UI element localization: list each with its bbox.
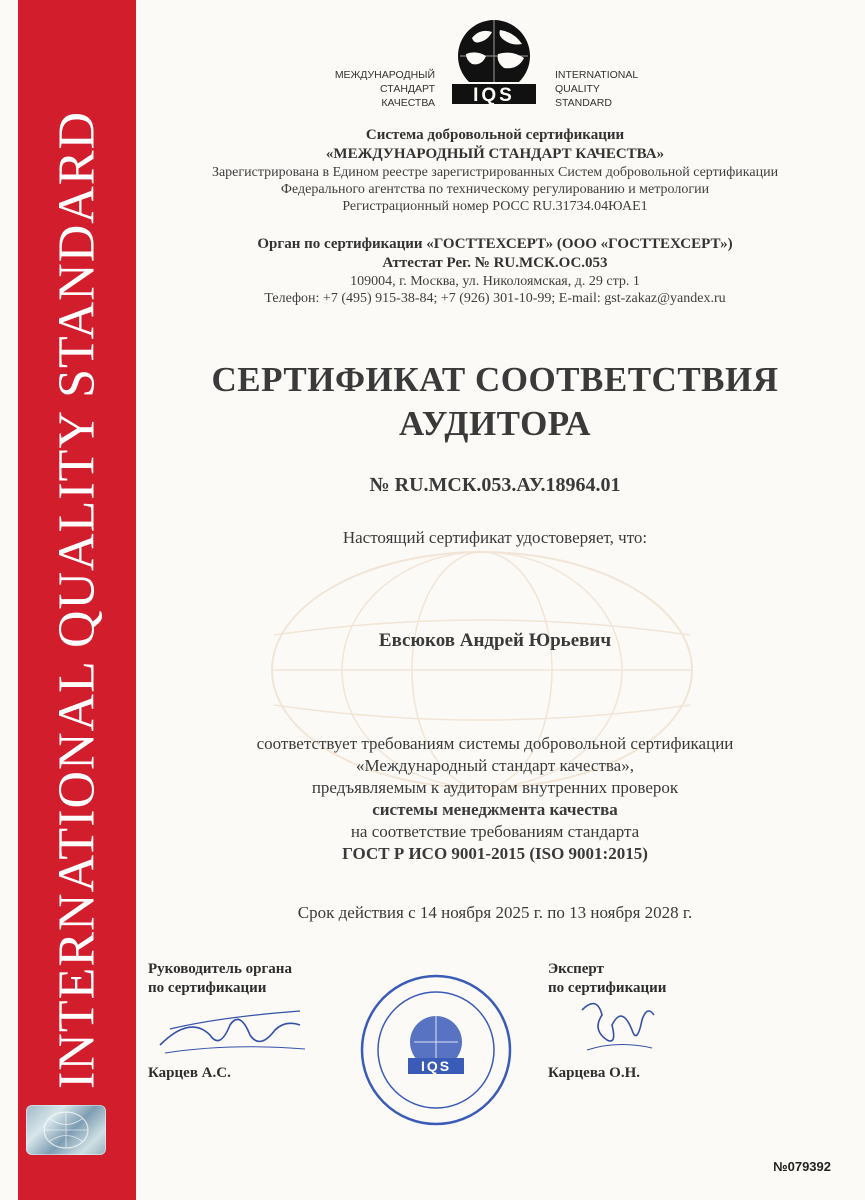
svg-text:IQS: IQS — [473, 85, 515, 106]
certificate-title: СЕРТИФИКАТ СООТВЕТСТВИЯ АУДИТОРА — [211, 360, 779, 443]
logo-right-text: INTERNATIONAL QUALITY STANDARD — [555, 69, 639, 109]
expert-title: Эксперт по сертификации — [548, 961, 667, 996]
certification-stamp — [358, 972, 514, 1128]
expert-signature — [572, 990, 662, 1060]
logo-left-text: МЕЖДУНАРОДНЫЙ СТАНДАРТ КАЧЕСТВА — [334, 69, 435, 109]
expert-name: Карцева О.Н. — [548, 1065, 641, 1081]
certificate-statement: соответствует требованиям системы добровольной сертификации «Международный стандарт качества», предъявляемым к аудиторам внутренних проверок системы менеджмента качества на соответствие требованиям стандарта ГОСТ Р ИСО 9001-2015 (ISO 9001:2015) — [256, 734, 734, 863]
certificate-number: № RU.МСК.053.АУ.18964.01 — [369, 474, 621, 496]
serial-number: №079392 — [773, 1159, 831, 1174]
system-registration: Зарегистрирована в Едином реестре зарегистрированных Систем добровольной сертификации Федерального агентства по техническому регулированию и метрологии Регистрационный номер РОСС RU.31734.04ЮАЕ1 — [211, 165, 779, 214]
head-signature — [150, 1005, 310, 1060]
head-title: Руководитель органа по сертификации — [148, 961, 292, 996]
certification-body: Орган по сертификации «ГОСТТЕХСЕРТ» (ООО «ГОСТТЕХСЕРТ») Аттестат Рег. № RU.МСК.ОС.053 — [257, 236, 733, 271]
svg-text:IQS: IQS — [420, 1058, 452, 1074]
certificate-intro: Настоящий сертификат удостоверяет, что: — [342, 528, 648, 547]
certification-body-contacts: 109004, г. Москва, ул. Николоямская, д. 29 стр. 1 Телефон: +7 (495) 915-38-84; +7 (926) 301-10-99; E-mail: gst-zakaz@yandex.ru — [264, 274, 726, 306]
system-header: Система добровольной сертификации «МЕЖДУНАРОДНЫЙ СТАНДАРТ КАЧЕСТВА» — [325, 127, 665, 162]
iqs-logo — [330, 18, 660, 118]
hologram-sticker — [26, 1105, 106, 1155]
side-band-text: INTERNATIONAL QUALITY STANDARD — [48, 110, 106, 1090]
validity-period: Срок действия с 14 ноября 2025 г. по 13 ноября 2028 г. — [297, 903, 693, 922]
holder-name: Евсюков Андрей Юрьевич — [378, 630, 612, 651]
globe-icon — [442, 18, 546, 110]
head-name: Карцев А.С. — [148, 1065, 231, 1081]
